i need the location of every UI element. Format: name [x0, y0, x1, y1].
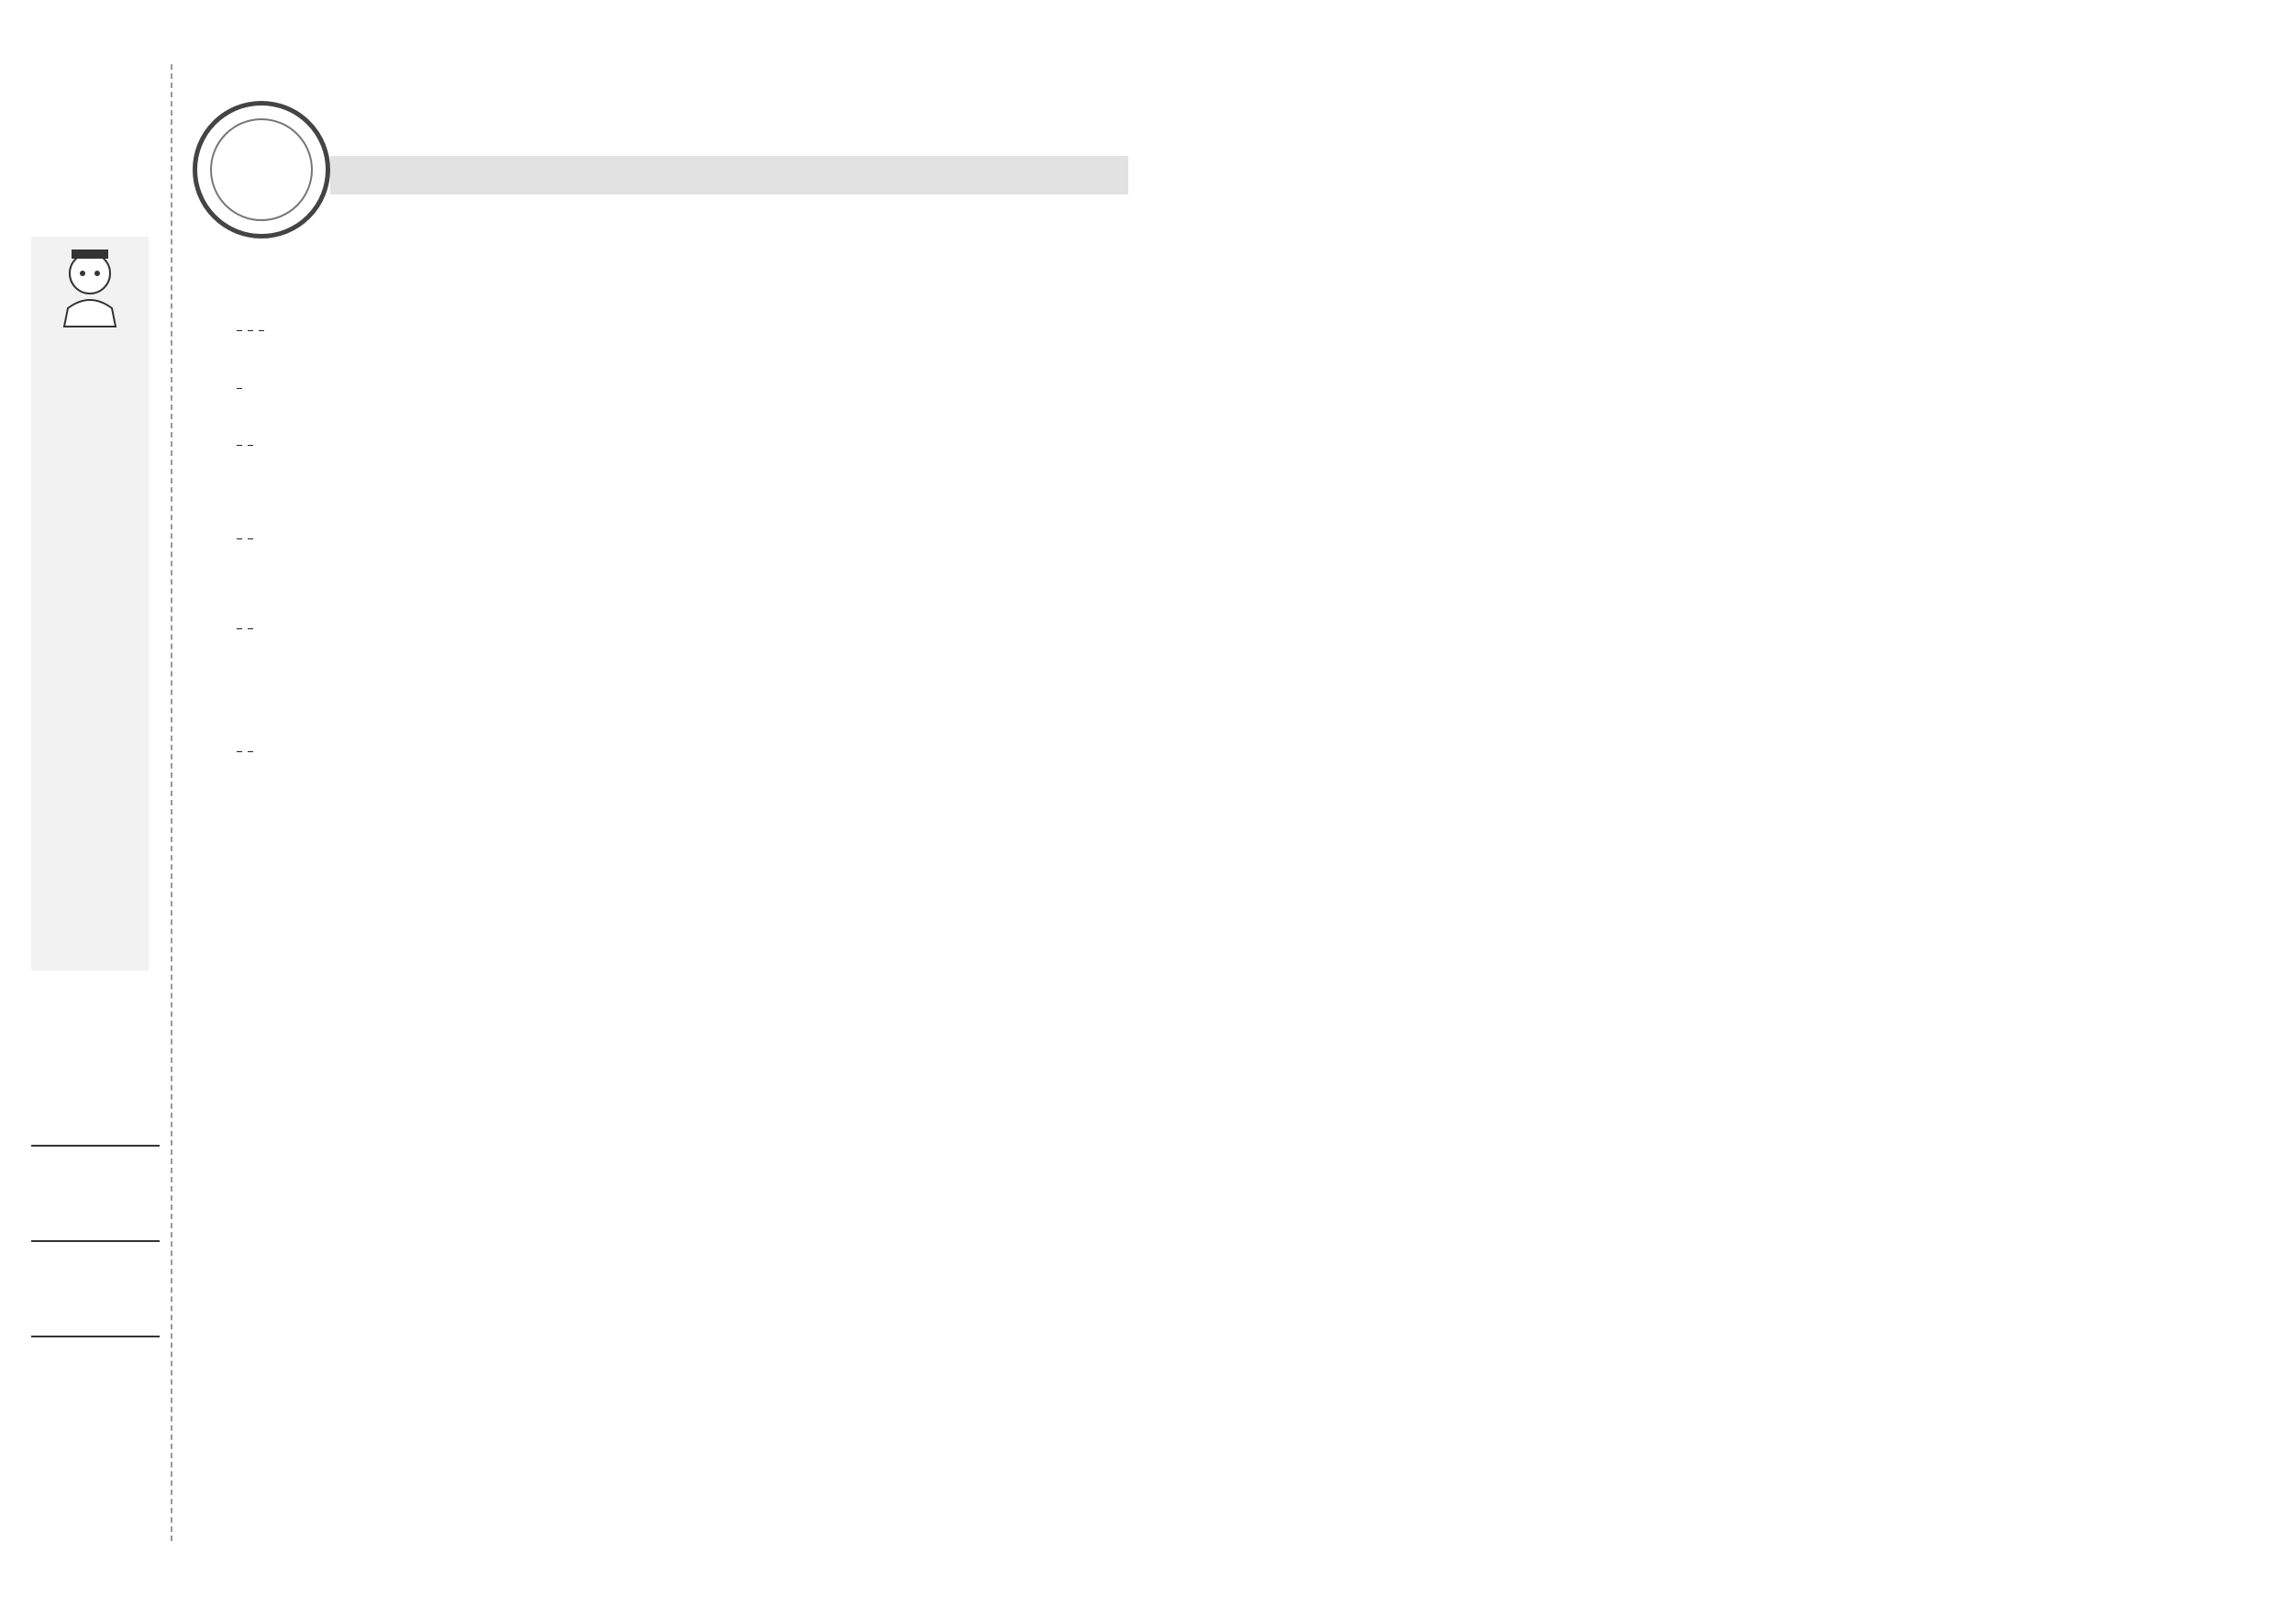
title-band [330, 156, 1128, 194]
fraction [248, 628, 253, 629]
fraction [237, 751, 242, 752]
student-icon [31, 237, 149, 328]
binding-line [171, 64, 172, 1541]
brand-logo [193, 101, 330, 238]
fraction [248, 330, 253, 331]
q7 [234, 738, 256, 763]
fraction [248, 445, 253, 446]
fraction [237, 538, 242, 539]
q4 [234, 525, 256, 550]
fraction [248, 751, 253, 752]
name-field[interactable] [31, 1145, 160, 1147]
fraction [248, 538, 253, 539]
fraction [237, 330, 242, 331]
fraction [237, 445, 242, 446]
fraction [237, 388, 242, 389]
fraction [259, 330, 264, 331]
school-field[interactable] [31, 1336, 160, 1337]
q1 [234, 316, 267, 342]
class-field[interactable] [31, 1240, 160, 1242]
fraction [237, 628, 242, 629]
poem [31, 334, 149, 349]
logo-text [210, 118, 313, 221]
q2 [234, 374, 245, 400]
motto-panel [31, 237, 149, 970]
q5 [234, 615, 256, 640]
q3 [234, 431, 256, 457]
